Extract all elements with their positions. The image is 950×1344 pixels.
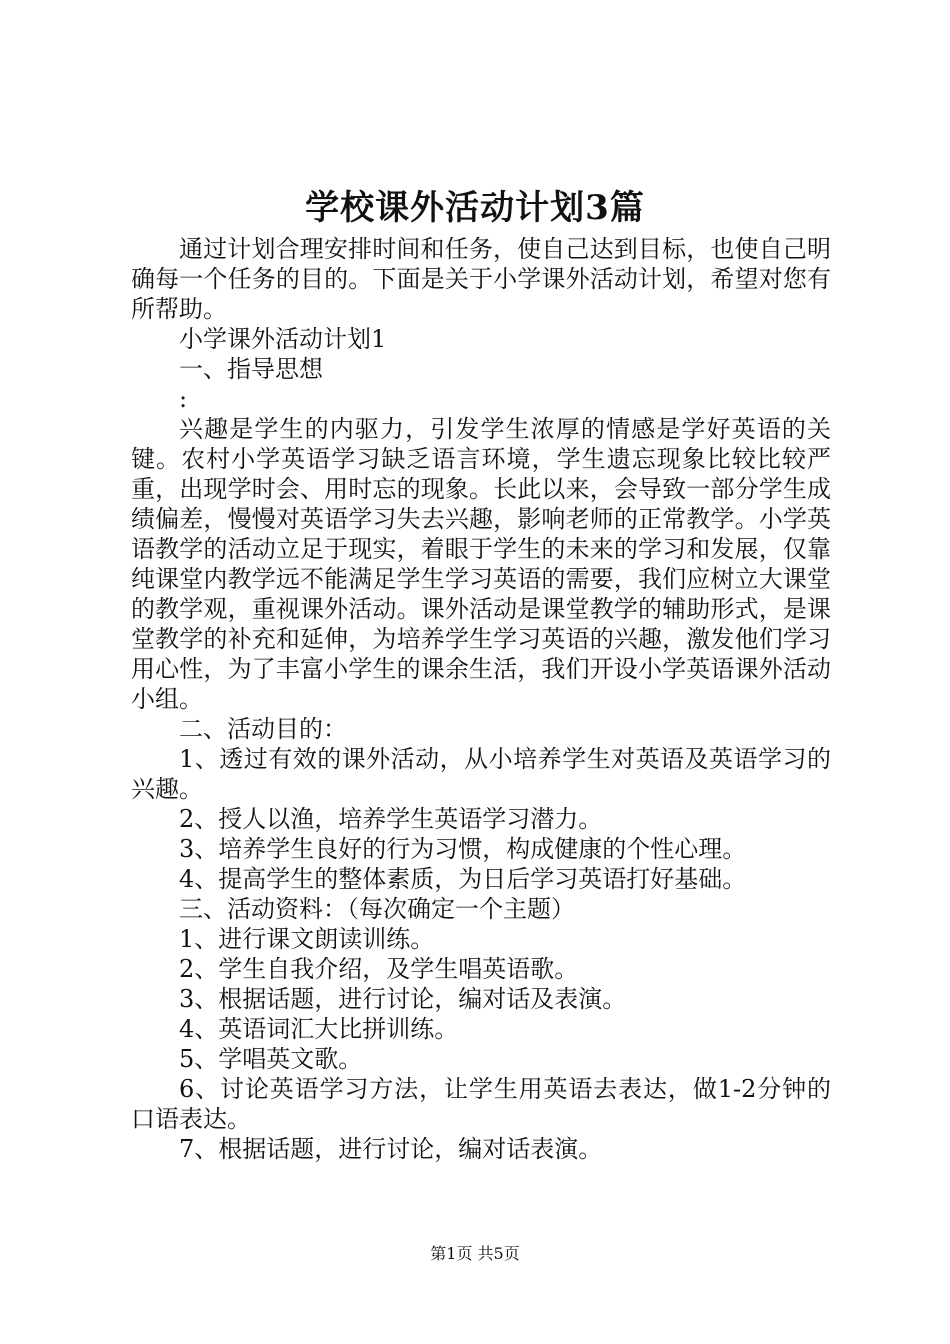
- goal-item-3: 3、培养学生良好的行为习惯，构成健康的个性心理。: [179, 835, 747, 863]
- section-heading-plan-1: 小学课外活动计划1: [179, 325, 387, 353]
- document-title: 学校课外活动计划3篇: [305, 188, 645, 228]
- material-item-1: 1、进行课文朗读训练。: [179, 925, 435, 953]
- colon-line: :: [179, 385, 188, 413]
- guiding-idea-paragraph: 兴趣是学生的内驱力，引发学生浓厚的情感是学好英语的关键。农村小学英语学习缺乏语言环境，学生遗忘现象比较比较严重，出现学时会、用时忘的现象。长此以来，会导致一部分学生成绩偏差，慢慢对英语学习失去兴趣，影响老师的正常教学。小学英语教学的活动立足于现实，着眼于学生的未来的学习和发展，仅靠纯课堂内教学远不能满足学生学习英语的需要，我们应树立大课堂的教学观，重视课外活动。课外活动是课堂教学的辅助形式，是课堂教学的补充和延伸，为培养学生学习英语的兴趣，激发他们学习用心性，为了丰富小学生的课余生活，我们开设小学英语课外活动小组。: [131, 415, 831, 713]
- section-heading-materials: 三、活动资料：（每次确定一个主题）: [179, 895, 575, 923]
- intro-paragraph: 通过计划合理安排时间和任务，使自己达到目标，也使自己明确每一个任务的目的。下面是关于小学课外活动计划，希望对您有所帮助。: [131, 235, 831, 323]
- goal-item-2: 2、授人以渔，培养学生英语学习潜力。: [179, 805, 603, 833]
- material-item-5: 5、学唱英文歌。: [179, 1045, 363, 1073]
- material-item-4: 4、英语词汇大比拼训练。: [179, 1015, 459, 1043]
- page-footer: 第1页 共5页: [430, 1244, 520, 1263]
- material-item-3: 3、根据话题，进行讨论，编对话及表演。: [179, 985, 627, 1013]
- goal-item-4: 4、提高学生的整体素质，为日后学习英语打好基础。: [179, 865, 747, 893]
- material-item-2: 2、学生自我介绍，及学生唱英语歌。: [179, 955, 579, 983]
- goal-item-1: 1、透过有效的课外活动，从小培养学生对英语及英语学习的兴趣。: [131, 745, 831, 803]
- material-item-6: 6、讨论英语学习方法，让学生用英语去表达，做1-2分钟的口语表达。: [131, 1075, 831, 1133]
- section-heading-goals: 二、活动目的：: [179, 715, 347, 743]
- section-heading-guiding-idea: 一、指导思想: [179, 355, 323, 383]
- document-body: [131, 234, 831, 1164]
- material-item-7: 7、根据话题，进行讨论，编对话表演。: [179, 1135, 603, 1163]
